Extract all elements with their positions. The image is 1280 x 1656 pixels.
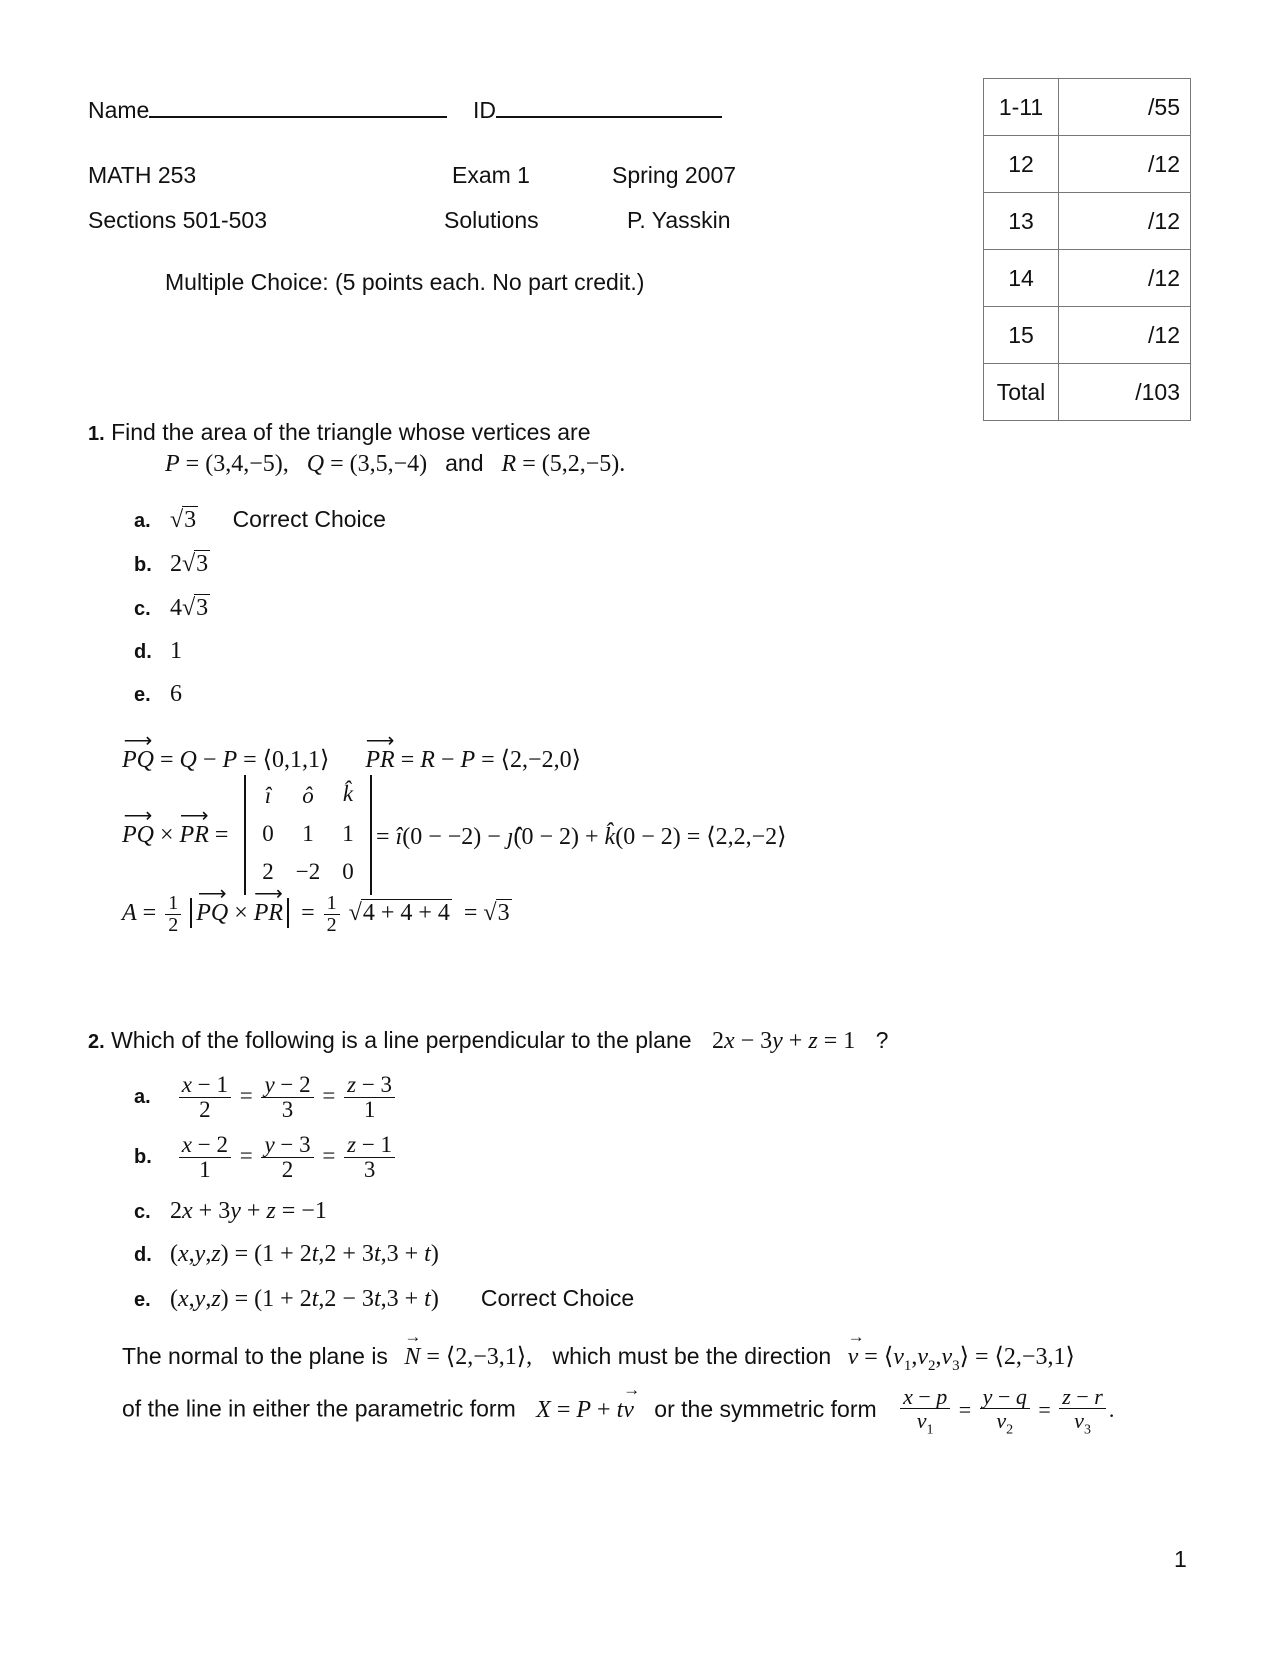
score-row	[984, 136, 1191, 193]
score-table	[983, 78, 1191, 421]
determinant: î ô k̂ 0 1 1 2 −2 0	[244, 775, 372, 895]
exam-title: Exam 1	[452, 162, 530, 188]
score-row	[984, 193, 1191, 250]
q2-solution-line1: The normal to the plane is → N = ⟨2,−3,1⟩, which must be the direction → $v = ⟨v_1,v_2,v_3⟩$ = ⟨2,−3,1⟩	[122, 1342, 1075, 1375]
instructor: P. Yasskin	[627, 207, 731, 233]
score-label: Total	[984, 364, 1059, 421]
q1-area: A = $\frac{1}{2}$ ⟶ PQ × ⟶ PR = $\frac{1}{2}$ √4 + 4 + 4 = √3	[122, 893, 512, 936]
q1-and: and	[445, 450, 484, 476]
score-points: /12	[1059, 250, 1191, 307]
option-label: a.	[134, 1085, 151, 1108]
name-label: Name	[88, 97, 150, 123]
term: Spring 2007	[612, 162, 737, 188]
instructions: Multiple Choice: (5 points each. No part credit.)	[165, 269, 645, 295]
course: MATH 253	[88, 162, 197, 188]
option-label: c.	[134, 598, 151, 620]
q2-option-d[interactable]: d. (x,y,z) = (1 + 2t,2 + 3t,3 + t)	[134, 1241, 439, 1267]
q1-cross-product-lhs: ⟶ PQ × ⟶ PR =	[122, 822, 228, 849]
option-label: a.	[134, 510, 151, 532]
id-label: ID	[473, 97, 496, 123]
q1-solution-vectors: ⟶ PQ = Q − P = ⟨0,1,1⟩ ⟶ PR = R − P = ⟨2,−2,0⟩	[122, 745, 581, 774]
q2-option-a[interactable]: a. $\frac{x - 1}{2}$ = $\frac{y - 2}{3}$ = $\frac{z - 3}{1}$	[134, 1073, 398, 1122]
correct-choice: Correct Choice	[232, 506, 386, 532]
q2-solution-line2: of the line in either the parametric form X = P + t→ v or the symmetric form $\frac{x - p}{v_1}$ = $\frac{y - q}{v_2}$ = $\frac{z - r}{v_3}$ .	[122, 1385, 1114, 1438]
q2-option-b[interactable]: b. $\frac{x - 2}{1}$ = $\frac{y - 3}{2}$ = $\frac{z - 1}{3}$	[134, 1133, 398, 1182]
score-label: 1-11	[984, 79, 1059, 136]
q1-option-c[interactable]: c. 4√3	[134, 595, 209, 621]
q2-text: Which of the following is a line perpendicular to the plane	[111, 1027, 692, 1053]
solutions-label: Solutions	[444, 207, 539, 233]
q1-option-a[interactable]: a. √3 Correct Choice	[134, 506, 386, 533]
sections: Sections 501-503	[88, 207, 268, 233]
score-points: /12	[1059, 193, 1191, 250]
option-label: d.	[134, 641, 152, 663]
option-label: e.	[134, 684, 151, 706]
option-label: b.	[134, 1145, 152, 1168]
q1-text: Find the area of the triangle whose vertices are	[111, 419, 591, 445]
q1-number: 1.	[88, 423, 105, 445]
option-label: e.	[134, 1289, 151, 1311]
name-field	[88, 97, 447, 124]
q2-question-mark: ?	[875, 1027, 889, 1053]
q1-option-e[interactable]: e. 6	[134, 681, 182, 707]
q1-option-b[interactable]: b. 2√3	[134, 551, 209, 577]
option-label: d.	[134, 1244, 152, 1266]
q2-prompt: 2. Which of the following is a line perpendicular to the plane 2x − 3y + z = 1 ?	[88, 1027, 889, 1054]
q1-cross-product-rhs: = î(0 − −2) − ȷ̂(0 − 2) + k̂(0 − 2) = ⟨2,2,−2⟩	[376, 824, 787, 850]
option-label: b.	[134, 554, 152, 576]
q2-number: 2.	[88, 1031, 105, 1053]
score-label: 14	[984, 250, 1059, 307]
correct-choice: Correct Choice	[480, 1285, 635, 1311]
name-blank[interactable]	[149, 116, 447, 118]
q1-vertices: P = (3,4,−5), Q = (3,5,−4) and R = (5,2,−5).	[165, 450, 626, 477]
option-label: c.	[134, 1201, 151, 1223]
score-points: /12	[1059, 307, 1191, 364]
score-points: /12	[1059, 136, 1191, 193]
score-label: 13	[984, 193, 1059, 250]
score-points: /103	[1059, 364, 1191, 421]
q1-prompt	[88, 419, 591, 446]
score-row	[984, 364, 1191, 421]
id-field	[473, 97, 722, 124]
score-row	[984, 250, 1191, 307]
score-label: 12	[984, 136, 1059, 193]
score-points: /55	[1059, 79, 1191, 136]
id-blank[interactable]	[496, 116, 722, 118]
q2-option-e[interactable]: e. (x,y,z) = (1 + 2t,2 − 3t,3 + t) Correct Choice	[134, 1285, 635, 1312]
q2-option-c[interactable]: c. 2x + 3y + z = −1	[134, 1198, 327, 1224]
score-row	[984, 307, 1191, 364]
score-label: 15	[984, 307, 1059, 364]
score-row	[984, 79, 1191, 136]
q1-option-d[interactable]: d. 1	[134, 638, 182, 664]
page-number: 1	[1174, 1546, 1187, 1572]
